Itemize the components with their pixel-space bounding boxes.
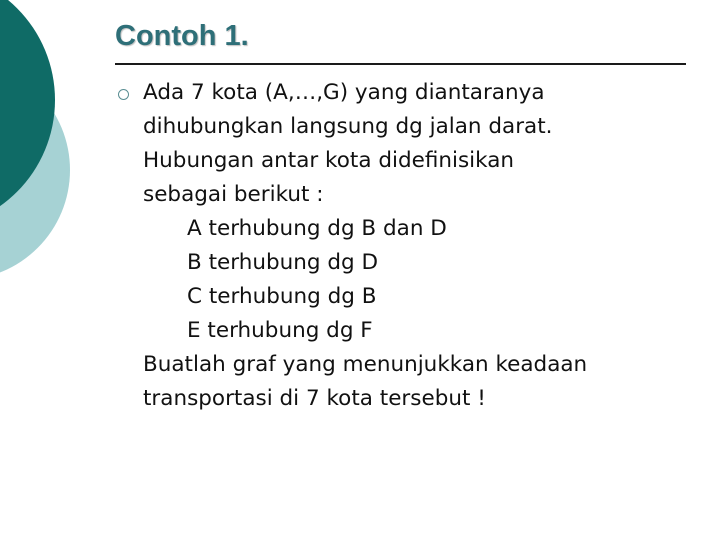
- slide-body: [143, 76, 703, 416]
- intro-line: Hubungan antar kota didefinisikan: [143, 148, 515, 173]
- relation-line: B terhubung dg D: [187, 250, 379, 275]
- slide-title: Contoh 1.: [115, 20, 249, 52]
- relation-line: C terhubung dg B: [187, 284, 377, 309]
- intro-line: sebagai berikut :: [143, 182, 324, 207]
- intro-line: dihubungkan langsung dg jalan darat.: [143, 114, 553, 139]
- intro-line: Ada 7 kota (A,…,G) yang diantaranya: [143, 80, 545, 105]
- title-divider: [115, 63, 686, 65]
- relation-line: E terhubung dg F: [187, 318, 373, 343]
- decorative-circles: [0, 0, 90, 280]
- relation-line: A terhubung dg B dan D: [187, 216, 447, 241]
- closing-line: transportasi di 7 kota tersebut !: [143, 386, 486, 411]
- closing-line: Buatlah graf yang menunjukkan keadaan: [143, 352, 588, 377]
- bullet-circle-icon: [118, 89, 129, 100]
